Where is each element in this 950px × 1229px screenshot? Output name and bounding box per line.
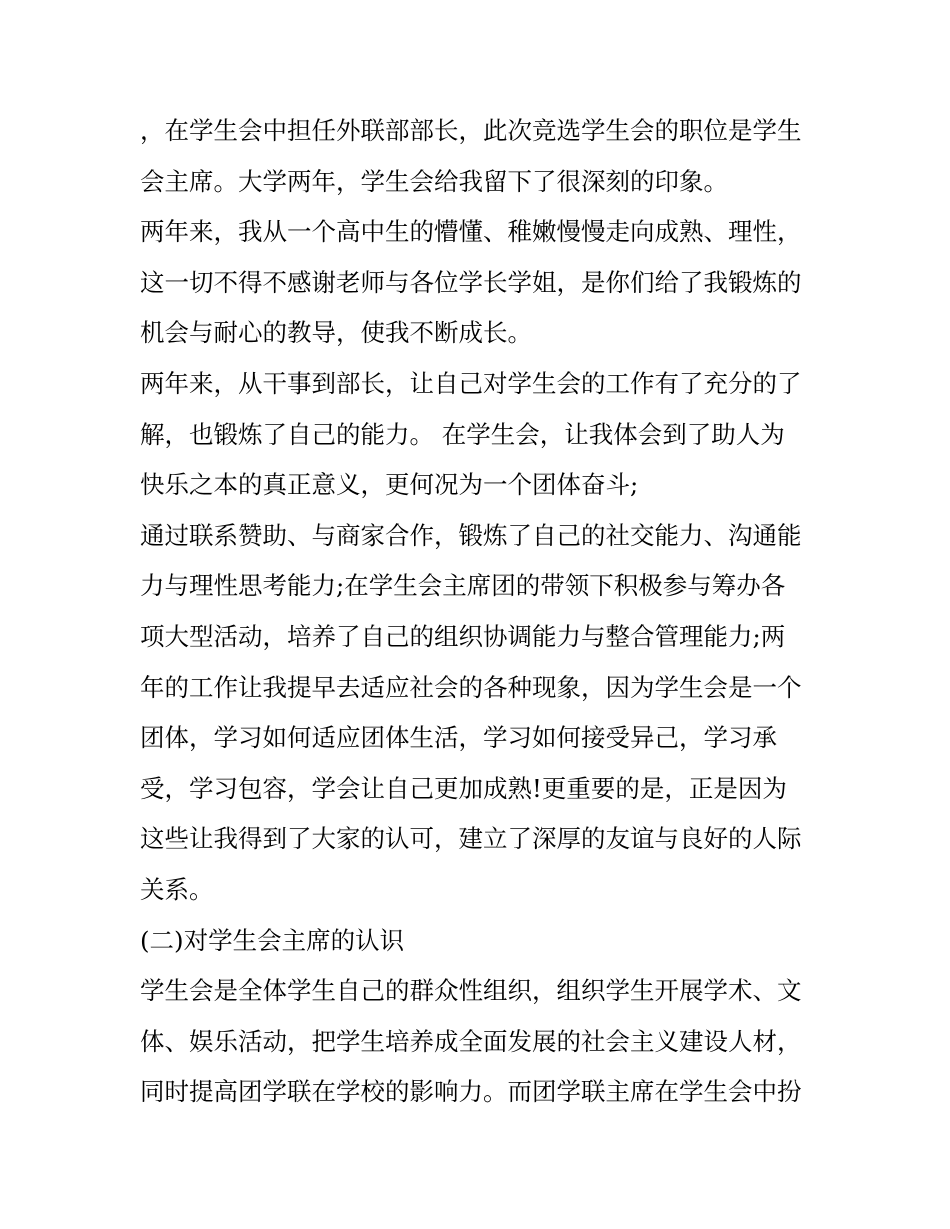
document-body [140,106,820,1118]
text-line: 力与理性思考能力;在学生会主席团的带领下积极参与筹办各 [140,571,786,601]
text-line: 两年来，从干事到部长，让自己对学生会的工作有了充分的了 [140,368,802,398]
text-line: 关系。 [140,874,214,904]
text-line: 体、娱乐活动，把学生培养成全面发展的社会主义建设人材， [140,1026,802,1056]
text-line: 团体，学习如何适应团体生活，学习如何接受异己，学习承 [140,723,777,753]
text-line: 学生会是全体学生自己的群众性组织，组织学生开展学术、文 [140,976,802,1006]
text-line: 项大型活动，培养了自己的组织协调能力与整合管理能力;两 [140,621,786,651]
text-line: 这些让我得到了大家的认可，建立了深厚的友谊与良好的人际 [140,824,802,854]
text-line: 这一切不得不感谢老师与各位学长学姐，是你们给了我锻炼的 [140,267,802,297]
text-line: ，在学生会中担任外联部部长，此次竞选学生会的职位是学生 [140,116,802,145]
text-line: 快乐之本的真正意义，更何况为一个团体奋斗; [140,470,639,500]
text-line: 机会与耐心的教导，使我不断成长。 [140,318,532,348]
text-line: 年的工作让我提早去适应社会的各种现象，因为学生会是一个 [140,672,802,702]
text-line: 解，也锻炼了自己的能力。 在学生会，让我体会到了助人为 [140,419,785,449]
text-line: 两年来，我从一个高中生的懵懂、稚嫩慢慢走向成熟、理性， [140,217,802,247]
text-line: 会主席。大学两年，学生会给我留下了很深刻的印象。 [140,166,728,196]
section-heading: (二)对学生会主席的认识 [140,925,405,955]
text-line: 通过联系赞助、与商家合作，锻炼了自己的社交能力、沟通能 [140,520,802,550]
text-line: 受，学习包容，学会让自己更加成熟!更重要的是，正是因为 [140,773,787,803]
text-line: 同时提高团学联在学校的影响力。而团学联主席在学生会中扮 [140,1077,802,1107]
